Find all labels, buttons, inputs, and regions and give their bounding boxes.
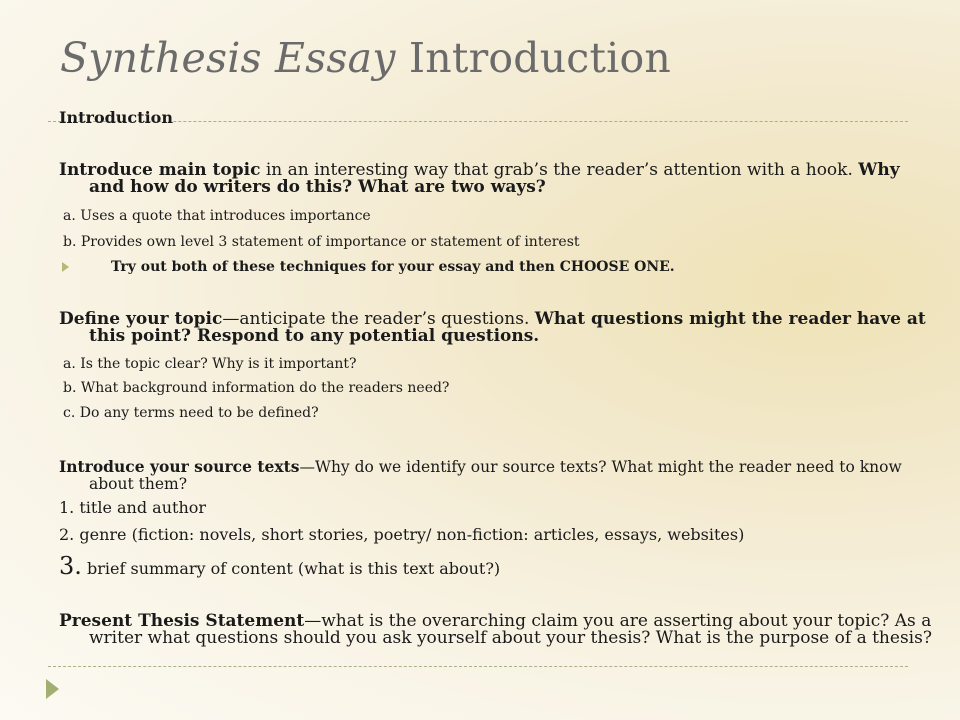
triangle-bullet-icon [62, 262, 69, 272]
title-rest: Introduction [395, 34, 671, 82]
define-item-a: a. Is the topic clear? Why is it important? [63, 356, 357, 372]
define-text: —anticipate the reader’s questions. [222, 309, 535, 329]
thesis-paragraph [59, 613, 939, 647]
sources-paragraph [59, 458, 939, 493]
sources-item-1-text: title and author [74, 498, 207, 517]
bottom-divider [48, 666, 908, 667]
sources-text: —Why do we identify our source texts? What might the reader need to know about them? [89, 458, 902, 493]
topic-paragraph [59, 162, 939, 196]
top-divider [48, 121, 908, 122]
topic-lead: Introduce main topic [59, 160, 261, 180]
define-paragraph [59, 311, 939, 345]
sources-item-3 [59, 553, 500, 582]
define-item-b: b. What background information do the readers need? [63, 380, 450, 396]
title-italic: Synthesis Essay [60, 34, 396, 82]
topic-item-a: a. Uses a quote that introduces importance [63, 208, 371, 224]
sources-item-1 [59, 499, 206, 516]
slide-title [60, 34, 671, 82]
sources-item-1-num: 1. [59, 498, 75, 517]
define-question: What questions might the reader have at this point? Respond to any potential questions. [89, 309, 926, 346]
sources-item-2 [59, 526, 744, 543]
section-heading: Introduction [59, 108, 173, 127]
topic-question: Why and how do writers do this? What are two ways? [89, 160, 900, 197]
topic-bullet: Try out both of these techniques for your essay and then CHOOSE ONE. [111, 259, 675, 275]
define-lead: Define your topic [59, 309, 223, 329]
topic-text: in an interesting way that grab’s the reader’s attention with a hook. [260, 160, 859, 180]
sources-item-2-text: genre (fiction: novels, short stories, poetry/ non-fiction: articles, essays, websites) [74, 525, 745, 544]
triangle-nav-icon [46, 679, 59, 699]
sources-lead: Introduce your source texts [59, 457, 300, 476]
thesis-text: —what is the overarching claim you are asserting about your topic? As a writer what questions should you ask yourself about your thesis? What is the purpose of a thesis? [89, 611, 932, 648]
sources-item-2-num: 2. [59, 525, 75, 544]
topic-item-b: b. Provides own level 3 statement of importance or statement of interest [63, 234, 580, 250]
define-item-c: c. Do any terms need to be defined? [63, 405, 319, 421]
sources-item-3-num: 3. [59, 552, 82, 580]
thesis-lead: Present Thesis Statement [59, 611, 305, 631]
sources-item-3-text: brief summary of content (what is this text about?) [81, 559, 501, 578]
